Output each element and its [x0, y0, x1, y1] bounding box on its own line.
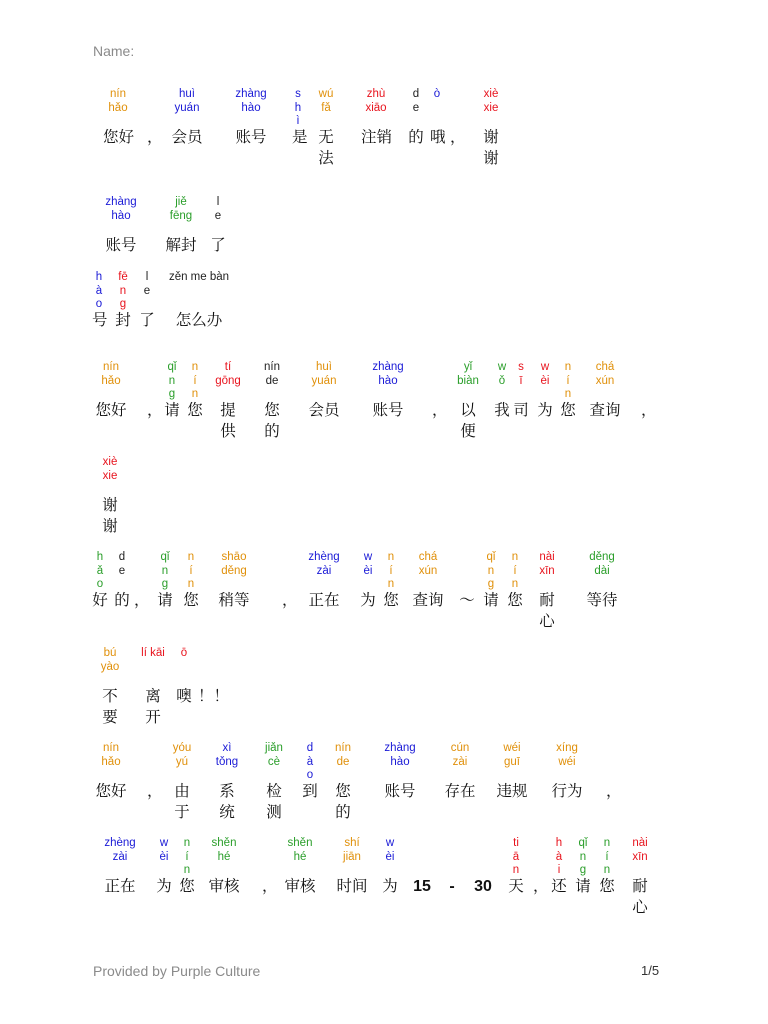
- pinyin-annotation: ō: [180, 647, 188, 659]
- pinyin-annotation: ti ā n: [512, 837, 520, 876]
- pinyin-annotation: n í n: [191, 361, 199, 400]
- pinyin-annotation: xì tǒng: [215, 742, 239, 768]
- hanzi-text: 好: [92, 591, 108, 609]
- pinyin-annotation: shí jiān: [343, 837, 361, 863]
- hanzi-text: 正在: [104, 877, 136, 895]
- hanzi-text: ，: [432, 401, 448, 419]
- hanzi-text: 无 法: [318, 128, 334, 167]
- pinyin-annotation: zhù xiāo: [365, 88, 387, 114]
- hanzi-text: 耐 心: [632, 877, 648, 916]
- hanzi-text: ，: [134, 591, 150, 609]
- hanzi-text: 解封: [165, 236, 197, 254]
- hanzi-text: 还: [551, 877, 567, 895]
- hanzi-text: 稍等: [218, 591, 250, 609]
- pinyin-annotation: n í n: [187, 551, 195, 590]
- pinyin-annotation: xíng wéi: [556, 742, 578, 768]
- pinyin-annotation: w èi: [540, 361, 550, 387]
- hanzi-text: 您 的: [335, 782, 351, 821]
- pinyin-annotation: nín hǎo: [108, 88, 128, 114]
- pinyin-annotation: zhèng zài: [308, 551, 340, 577]
- hanzi-text: 您 的: [264, 401, 280, 440]
- pinyin-annotation: zhàng hào: [384, 742, 416, 768]
- hanzi-text: 怎么办: [175, 311, 223, 329]
- pinyin-annotation: nài xīn: [539, 551, 555, 577]
- pinyin-annotation: yǐ biàn: [457, 361, 479, 387]
- hanzi-text: 账号: [372, 401, 404, 419]
- pinyin-annotation: l e: [143, 271, 151, 297]
- hanzi-text: 时间: [336, 877, 368, 895]
- pinyin-annotation: děng dài: [589, 551, 615, 577]
- hanzi-text: 为: [360, 591, 376, 609]
- hanzi-text: 您: [599, 877, 615, 895]
- hanzi-text: 会员: [308, 401, 340, 419]
- hanzi-text: 您好: [95, 782, 127, 800]
- hanzi-text: 以 便: [460, 401, 476, 440]
- hanzi-text: 行为: [551, 782, 583, 800]
- pinyin-annotation: n í n: [387, 551, 395, 590]
- pinyin-annotation: s ī: [518, 361, 524, 387]
- hanzi-text: 提 供: [220, 401, 236, 440]
- footer-provider: Provided by Purple Culture: [93, 963, 261, 979]
- pinyin-annotation: tí gōng: [215, 361, 241, 387]
- hanzi-text: 我: [494, 401, 510, 419]
- pinyin-annotation: zhèng zài: [104, 837, 136, 863]
- hanzi-text: 为: [156, 877, 172, 895]
- hanzi-text: ，: [147, 782, 163, 800]
- pinyin-annotation: d à o: [306, 742, 314, 781]
- hanzi-text: ！！: [198, 687, 230, 705]
- hanzi-text: 了: [139, 311, 155, 329]
- pinyin-annotation: xiè xie: [483, 88, 499, 114]
- hanzi-text: 请: [157, 591, 173, 609]
- number-text: -: [449, 878, 455, 895]
- pinyin-annotation: zěn me bàn: [168, 271, 230, 283]
- pinyin-annotation: n í n: [183, 837, 191, 876]
- hanzi-text: 您: [179, 877, 195, 895]
- hanzi-text: 您: [183, 591, 199, 609]
- hanzi-text: 您: [383, 591, 399, 609]
- pinyin-annotation: qǐ n g: [486, 551, 496, 590]
- hanzi-text: 司: [513, 401, 529, 419]
- hanzi-text: ，: [533, 877, 549, 895]
- hanzi-text: ，: [606, 782, 622, 800]
- pinyin-annotation: qǐ n g: [167, 361, 177, 400]
- hanzi-text: 耐 心: [539, 591, 555, 630]
- hanzi-text: 您: [507, 591, 523, 609]
- hanzi-text: 违规: [496, 782, 528, 800]
- hanzi-text: 审核: [284, 877, 316, 895]
- hanzi-text: 到: [302, 782, 318, 800]
- hanzi-text: ，: [641, 401, 657, 419]
- pinyin-annotation: n í n: [511, 551, 519, 590]
- hanzi-text: 是: [292, 128, 308, 146]
- hanzi-text: ，: [262, 877, 278, 895]
- pinyin-annotation: wú fǎ: [318, 88, 334, 114]
- pinyin-annotation: nín de: [264, 361, 280, 387]
- pinyin-annotation: n í n: [564, 361, 572, 400]
- pinyin-annotation: yóu yú: [172, 742, 192, 768]
- page-number: 1/5: [641, 963, 660, 978]
- pinyin-annotation: jiě fēng: [169, 196, 193, 222]
- hanzi-text: ，: [147, 401, 163, 419]
- pinyin-annotation: nín hǎo: [101, 742, 121, 768]
- pinyin-annotation: s h ì: [294, 88, 302, 127]
- hanzi-text: 请: [483, 591, 499, 609]
- pinyin-annotation: n í n: [603, 837, 611, 876]
- pinyin-annotation: wéi guī: [503, 742, 521, 768]
- pinyin-annotation: ò: [433, 88, 441, 100]
- pinyin-annotation: w èi: [159, 837, 169, 863]
- hanzi-text: 检 测: [266, 782, 282, 821]
- pinyin-annotation: w èi: [385, 837, 395, 863]
- hanzi-text: 为: [537, 401, 553, 419]
- hanzi-text: 请: [575, 877, 591, 895]
- name-label: Name:: [93, 43, 135, 59]
- hanzi-text: 账号: [105, 236, 137, 254]
- pinyin-annotation: zhàng hào: [235, 88, 267, 114]
- pinyin-annotation: shāo děng: [221, 551, 247, 577]
- hanzi-text: 请: [164, 401, 180, 419]
- number-text: 30: [474, 878, 492, 895]
- hanzi-text: 噢: [176, 687, 192, 705]
- hanzi-text: 您好: [95, 401, 127, 419]
- hanzi-text: 封: [115, 311, 131, 329]
- hanzi-text: 账号: [384, 782, 416, 800]
- hanzi-text: 系 统: [219, 782, 235, 821]
- hanzi-text: 不 要: [102, 687, 118, 726]
- pinyin-annotation: xiè xie: [102, 456, 118, 482]
- pinyin-annotation: huì yuán: [311, 361, 337, 387]
- pinyin-annotation: d e: [412, 88, 420, 114]
- hanzi-text: 账号: [235, 128, 267, 146]
- pinyin-annotation: shěn hé: [287, 837, 313, 863]
- pinyin-annotation: nín de: [335, 742, 351, 768]
- hanzi-text: 谢 谢: [102, 496, 118, 535]
- hanzi-text: ，: [450, 128, 466, 146]
- hanzi-text: ，: [282, 591, 298, 609]
- hanzi-text: 天: [508, 877, 524, 895]
- hanzi-text: 查询: [412, 591, 444, 609]
- hanzi-text: 由 于: [174, 782, 190, 821]
- pinyin-annotation: nài xīn: [632, 837, 648, 863]
- pinyin-annotation: h ǎ o: [96, 551, 104, 590]
- pinyin-annotation: cún zài: [450, 742, 470, 768]
- pinyin-annotation: fē n g: [118, 271, 128, 310]
- hanzi-text: 离 开: [145, 687, 161, 726]
- hanzi-text: 会员: [171, 128, 203, 146]
- pinyin-annotation: lí kāi: [141, 647, 165, 659]
- pinyin-annotation: zhàng hào: [372, 361, 404, 387]
- pinyin-annotation: h à o: [95, 271, 103, 310]
- hanzi-text: 注销: [361, 128, 393, 146]
- hanzi-text: 查询: [589, 401, 621, 419]
- number-text: 15: [413, 878, 431, 895]
- hanzi-text: 您: [560, 401, 576, 419]
- pinyin-annotation: nín hǎo: [101, 361, 121, 387]
- hanzi-text: 您: [187, 401, 203, 419]
- pinyin-annotation: qǐ n g: [578, 837, 588, 876]
- pinyin-annotation: shěn hé: [211, 837, 237, 863]
- hanzi-text: 您好: [103, 128, 135, 146]
- hanzi-text: 谢 谢: [483, 128, 499, 167]
- pinyin-annotation: chá xún: [418, 551, 438, 577]
- pinyin-annotation: huì yuán: [174, 88, 200, 114]
- pinyin-annotation: w ǒ: [497, 361, 507, 387]
- hanzi-text: 号: [92, 311, 108, 329]
- pinyin-annotation: l e: [214, 196, 222, 222]
- pinyin-annotation: h à i: [555, 837, 563, 876]
- pinyin-annotation: chá xún: [595, 361, 615, 387]
- hanzi-text: 存在: [444, 782, 476, 800]
- hanzi-text: ～: [459, 591, 475, 609]
- hanzi-text: 哦: [430, 128, 446, 146]
- hanzi-text: 审核: [208, 877, 240, 895]
- hanzi-text: 的: [408, 128, 424, 146]
- pinyin-annotation: jiǎn cè: [265, 742, 283, 768]
- hanzi-text: ，: [147, 128, 163, 146]
- hanzi-text: 正在: [308, 591, 340, 609]
- pinyin-annotation: d e: [118, 551, 126, 577]
- pinyin-annotation: bú yào: [100, 647, 120, 673]
- hanzi-text: 了: [210, 236, 226, 254]
- hanzi-text: 的: [114, 591, 130, 609]
- pinyin-annotation: zhàng hào: [105, 196, 137, 222]
- hanzi-text: 等待: [586, 591, 618, 609]
- hanzi-text: 为: [382, 877, 398, 895]
- pinyin-annotation: qǐ n g: [160, 551, 170, 590]
- pinyin-annotation: w èi: [363, 551, 373, 577]
